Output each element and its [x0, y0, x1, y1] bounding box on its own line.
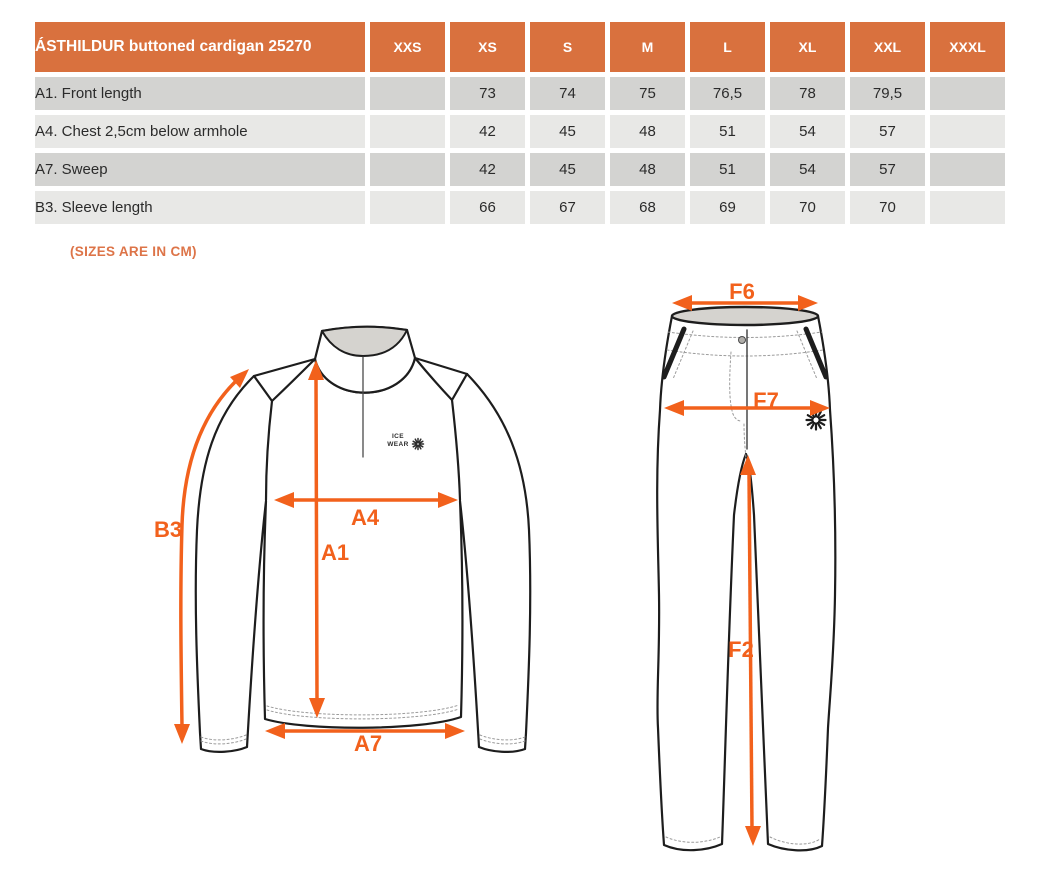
sweater-drawing: [196, 327, 530, 752]
size-value-cell: [930, 153, 1005, 186]
size-value-cell: 51: [690, 115, 765, 148]
size-column-header-m: M: [610, 22, 685, 72]
size-table: [30, 17, 1010, 229]
size-value-cell: [930, 191, 1005, 224]
size-column-header-xxl: XXL: [850, 22, 925, 72]
size-value-cell: 66: [450, 191, 525, 224]
measure-row-label: A7. Sweep: [35, 153, 365, 186]
table-row-sleeve-length: [35, 191, 1005, 224]
arrow-f2: [749, 473, 752, 828]
measure-row-label: B3. Sleeve length: [35, 191, 365, 224]
measure-label-a7: A7: [353, 731, 383, 756]
size-value-cell: 73: [450, 77, 525, 110]
size-value-cell: 69: [690, 191, 765, 224]
size-column-header-l: L: [690, 22, 765, 72]
measure-label-f2: F2: [728, 637, 754, 662]
size-value-cell: 70: [850, 191, 925, 224]
product-title: ÁSTHILDUR buttoned cardigan 25270: [35, 22, 365, 72]
brand-logo-line2: WEAR: [387, 440, 409, 448]
size-value-cell: 76,5: [690, 77, 765, 110]
size-column-header-xxs: XXS: [370, 22, 445, 72]
size-column-header-xs: XS: [450, 22, 525, 72]
measure-row-label: A4. Chest 2,5cm below armhole: [35, 115, 365, 148]
pants-waist-button: [739, 337, 746, 344]
size-value-cell: [370, 153, 445, 186]
table-row-front-length: [35, 77, 1005, 110]
table-row-sweep: [35, 153, 1005, 186]
pants-waistband-top: [672, 307, 818, 325]
arrowhead: [174, 724, 190, 744]
pants-outline: [657, 311, 835, 851]
sizes-unit-note: (SIZES ARE IN CM): [70, 244, 197, 259]
size-value-cell: 75: [610, 77, 685, 110]
size-value-cell: [930, 77, 1005, 110]
arrowhead: [445, 723, 465, 739]
arrowhead: [265, 723, 285, 739]
size-value-cell: 57: [850, 115, 925, 148]
garment-diagrams: [0, 270, 1041, 896]
arrowhead: [672, 295, 692, 311]
size-value-cell: 54: [770, 153, 845, 186]
size-column-header-s: S: [530, 22, 605, 72]
diagram-canvas: [0, 270, 1041, 896]
size-value-cell: 78: [770, 77, 845, 110]
size-value-cell: 70: [770, 191, 845, 224]
size-value-cell: [930, 115, 1005, 148]
measure-label-b3: B3: [153, 517, 183, 542]
arrowhead: [798, 295, 818, 311]
size-value-cell: 48: [610, 153, 685, 186]
size-value-cell: 42: [450, 153, 525, 186]
table-header-row: [35, 22, 1005, 72]
size-column-header-xxxl: XXXL: [930, 22, 1005, 72]
measure-label-f7: F7: [753, 388, 779, 413]
arrow-a1: [316, 378, 317, 700]
brand-logo-line1: ICE: [391, 433, 405, 440]
size-value-cell: 74: [530, 77, 605, 110]
size-value-cell: 57: [850, 153, 925, 186]
size-value-cell: 68: [610, 191, 685, 224]
measure-row-label: A1. Front length: [35, 77, 365, 110]
size-value-cell: 42: [450, 115, 525, 148]
size-value-cell: 45: [530, 153, 605, 186]
size-value-cell: 51: [690, 153, 765, 186]
size-value-cell: [370, 115, 445, 148]
size-value-cell: 67: [530, 191, 605, 224]
size-column-header-xl: XL: [770, 22, 845, 72]
measure-label-f6: F6: [729, 279, 755, 304]
size-value-cell: 48: [610, 115, 685, 148]
size-value-cell: [370, 77, 445, 110]
pants-drawing: [657, 307, 835, 850]
size-value-cell: 54: [770, 115, 845, 148]
measure-label-a1: A1: [320, 540, 350, 565]
table-row-chest: [35, 115, 1005, 148]
arrowhead: [745, 826, 761, 846]
size-value-cell: 79,5: [850, 77, 925, 110]
size-value-cell: [370, 191, 445, 224]
size-value-cell: 45: [530, 115, 605, 148]
measure-label-a4: A4: [350, 505, 380, 530]
